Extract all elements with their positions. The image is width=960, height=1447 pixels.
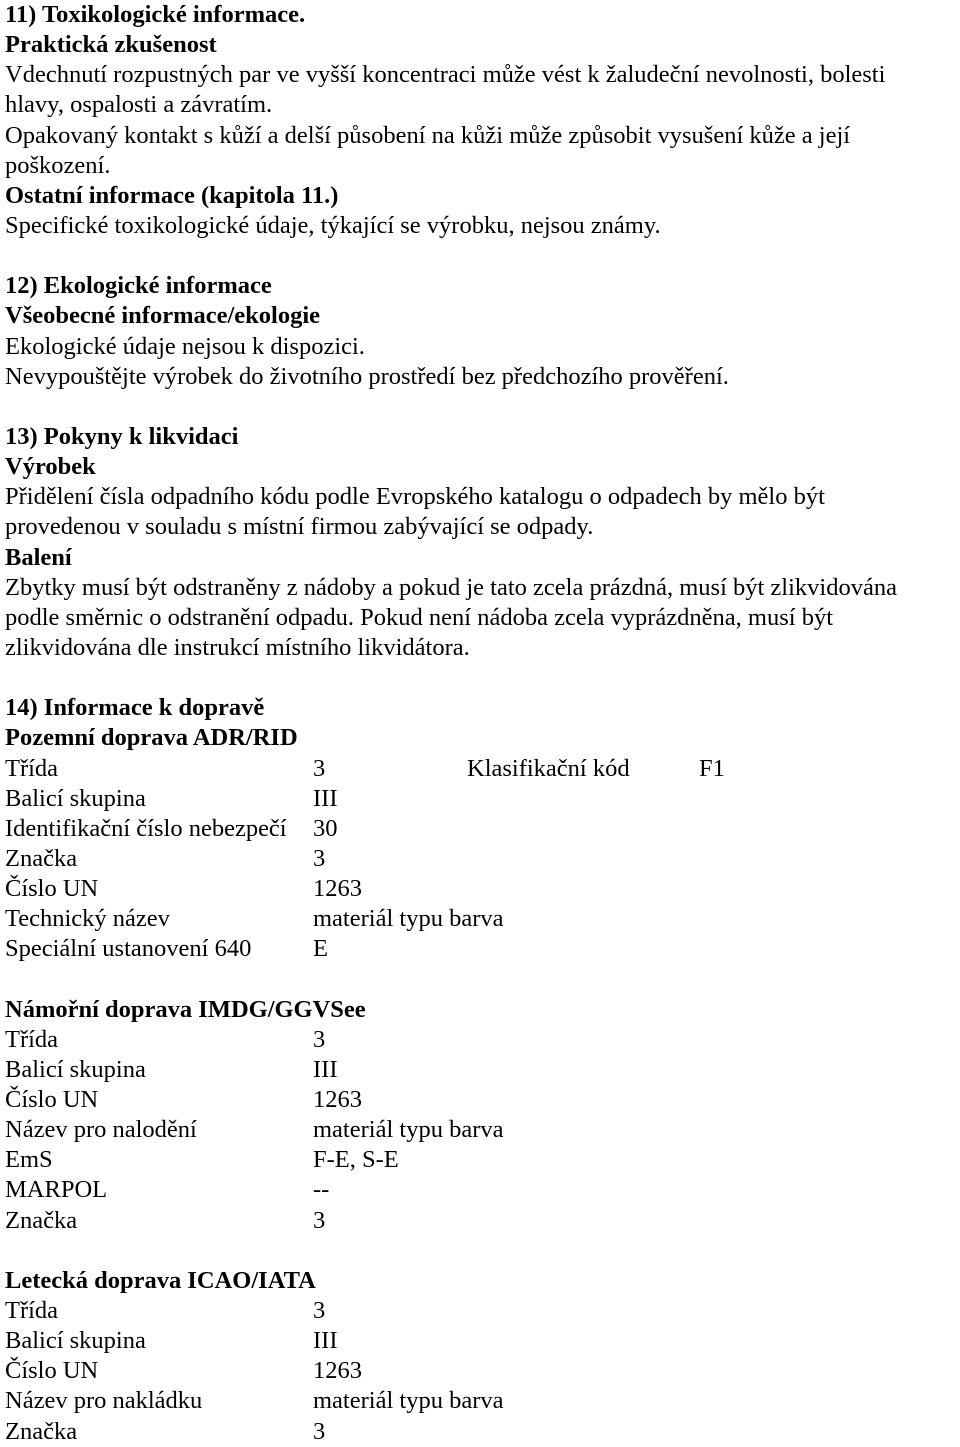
row-value: III (313, 1327, 338, 1355)
imdg-row-un-number (5, 1085, 957, 1115)
section-11-paragraph: Specifické toxikologické údaje, týkající se výrobku, nejsou známy. (5, 211, 661, 239)
section-14-title: 14) Informace k dopravě (5, 694, 265, 722)
row-label: Třída (5, 754, 59, 782)
row-value: 3 (313, 844, 326, 872)
row-value: 3 (313, 1297, 326, 1325)
icao-row-un-number (5, 1356, 957, 1386)
row-label: EmS (5, 1146, 53, 1174)
adr-row-label-mark (5, 844, 957, 874)
row-label: Značka (5, 1206, 78, 1234)
section-spacer (5, 965, 957, 995)
section-12-paragraph: Nevypouštějte výrobek do životního prostředí bez předchozího prověření. (5, 362, 729, 390)
section-11-subheading-practical: Praktická zkušenost (5, 31, 217, 59)
imdg-row-packing-group (5, 1055, 957, 1085)
row-value: 3 (313, 754, 326, 782)
row-value: III (313, 1055, 338, 1083)
section-spacer (5, 1236, 957, 1266)
row-value: 3 (313, 1025, 326, 1053)
row-label: Balicí skupina (5, 1055, 146, 1083)
icao-row-shipping-name (5, 1386, 957, 1416)
imdg-row-label-mark (5, 1206, 957, 1236)
row-value: 1263 (313, 1086, 362, 1114)
row-value: materiál typu barva (313, 1387, 504, 1415)
row-value: 1263 (313, 1357, 362, 1385)
row-label: Třída (5, 1025, 59, 1053)
section-13-subheading-packaging: Balení (5, 543, 72, 571)
row-label: Speciální ustanovení 640 (5, 935, 252, 963)
section-spacer (5, 241, 957, 271)
row-value: E (313, 935, 328, 963)
section-13-paragraph: provedenou v souladu s místní firmou zabývající se odpady. (5, 513, 594, 541)
row-label: Značka (5, 844, 78, 872)
row-label: Název pro nalodění (5, 1116, 197, 1144)
adr-heading: Pozemní doprava ADR/RID (5, 724, 298, 752)
row-value: F-E, S-E (313, 1146, 399, 1174)
row-label: MARPOL (5, 1176, 108, 1204)
section-11-paragraph: Vdechnutí rozpustných par ve vyšší koncentraci může vést k žaludeční nevolnosti, bolesti (5, 61, 886, 89)
row-value: materiál typu barva (313, 1116, 504, 1144)
row-label: Značka (5, 1417, 78, 1445)
icao-row-class (5, 1296, 957, 1326)
document-page (5, 0, 957, 1447)
icao-row-packing-group (5, 1326, 957, 1356)
row-label: Třída (5, 1297, 59, 1325)
icao-row-label-mark (5, 1417, 957, 1447)
section-11-paragraph: hlavy, ospalosti a závratím. (5, 91, 273, 119)
row-value: materiál typu barva (313, 905, 504, 933)
adr-row-un-number (5, 874, 957, 904)
section-spacer (5, 663, 957, 693)
adr-row-technical-name (5, 904, 957, 934)
row-label: Název pro nakládku (5, 1387, 203, 1415)
adr-row-class (5, 754, 957, 784)
row-value: III (313, 784, 338, 812)
imdg-row-ems (5, 1145, 957, 1175)
imdg-heading: Námořní doprava IMDG/GGVSee (5, 995, 366, 1023)
row-label: Číslo UN (5, 875, 99, 903)
imdg-row-marpol (5, 1175, 957, 1205)
row-label: Číslo UN (5, 1086, 99, 1114)
section-13-paragraph: podle směrnic o odstranění odpadu. Pokud není nádoba zcela vyprázdněna, musí být (5, 603, 834, 631)
row-value: 3 (313, 1417, 326, 1445)
imdg-row-shipping-name (5, 1115, 957, 1145)
row-label: Identifikační číslo nebezpečí (5, 814, 287, 842)
section-11-paragraph: poškození. (5, 151, 111, 179)
row-value-secondary: F1 (699, 754, 725, 782)
imdg-row-class (5, 1025, 957, 1055)
section-11-paragraph: Opakovaný kontakt s kůží a delší působení na kůži může způsobit vysušení kůže a její (5, 121, 851, 149)
section-12-title: 12) Ekologické informace (5, 272, 272, 300)
section-11-subheading-other: Ostatní informace (kapitola 11.) (5, 181, 339, 209)
row-label: Balicí skupina (5, 784, 146, 812)
section-13-paragraph: Přidělení čísla odpadního kódu podle Evropského katalogu o odpadech by mělo být (5, 483, 825, 511)
row-value: 3 (313, 1206, 326, 1234)
row-label: Číslo UN (5, 1357, 99, 1385)
row-label: Balicí skupina (5, 1327, 146, 1355)
row-label: Technický název (5, 905, 170, 933)
adr-row-packing-group (5, 784, 957, 814)
adr-row-special-provision (5, 934, 957, 964)
icao-heading: Letecká doprava ICAO/IATA (5, 1266, 316, 1294)
row-value: 30 (313, 814, 338, 842)
row-value: 1263 (313, 875, 362, 903)
adr-row-hazard-id (5, 814, 957, 844)
section-12-subheading: Všeobecné informace/ekologie (5, 302, 321, 330)
section-13-paragraph: Zbytky musí být odstraněny z nádoby a pokud je tato zcela prázdná, musí být zlikvidována (5, 573, 897, 601)
row-value: -- (313, 1176, 330, 1204)
section-11-title: 11) Toxikologické informace. (5, 1, 306, 28)
section-spacer (5, 392, 957, 422)
section-12-paragraph: Ekologické údaje nejsou k dispozici. (5, 332, 365, 360)
section-13-subheading-product: Výrobek (5, 453, 96, 481)
section-13-paragraph: zlikvidována dle instrukcí místního likvidátora. (5, 633, 470, 661)
section-13-title: 13) Pokyny k likvidaci (5, 422, 239, 450)
row-label-secondary: Klasifikační kód (467, 754, 630, 782)
